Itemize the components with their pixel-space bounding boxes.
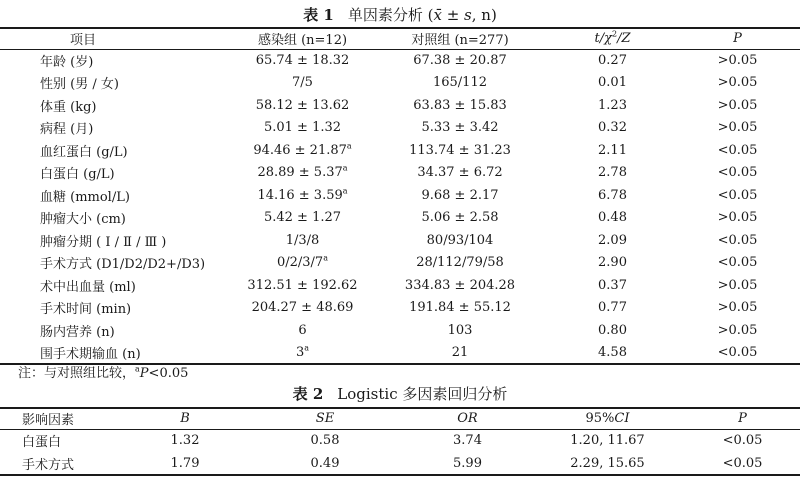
infect-value-text: 94.46 ± 21.87 xyxy=(253,142,347,158)
row-p-value: <0.05 xyxy=(717,187,758,203)
row-control-value: 21 xyxy=(451,344,469,360)
row-stat-value: 0.01 xyxy=(598,75,627,91)
row-p-value: <0.05 xyxy=(717,255,758,271)
row-p-value: >0.05 xyxy=(717,322,758,338)
row-or: 5.99 xyxy=(453,455,482,471)
table2-title: Logistic 多因素回归分析 xyxy=(337,385,508,403)
row-factor: 手术方式 xyxy=(22,457,75,473)
row-infect-value xyxy=(235,319,370,342)
row-control-value: 80/93/104 xyxy=(426,232,494,248)
table-row xyxy=(0,452,800,475)
table1-title-stat: x̄ ± s xyxy=(433,6,472,24)
row-infect-value xyxy=(235,297,370,320)
row-stat-value: 0.27 xyxy=(598,53,627,68)
row-control-value: 28/112/79/58 xyxy=(416,255,504,271)
header-p: P xyxy=(675,28,800,49)
infect-value-text: 6 xyxy=(298,322,307,338)
row-control-value: 34.37 ± 6.72 xyxy=(417,165,503,181)
infect-value-text: 58.12 ± 13.62 xyxy=(255,97,350,113)
header-item: 项目 xyxy=(0,28,235,49)
row-item-label: 手术方式 (D1/D2/D2+/D3) xyxy=(40,257,206,273)
row-b: 1.79 xyxy=(170,455,200,471)
row-p-value: >0.05 xyxy=(717,120,758,136)
row-factor: 白蛋白 xyxy=(22,435,62,451)
row-control-value: 191.84 ± 55.12 xyxy=(409,300,511,316)
infect-value-text: 204.27 ± 48.69 xyxy=(251,300,354,316)
row-infect-value xyxy=(235,184,370,207)
row-control-value: 113.74 ± 31.23 xyxy=(409,142,511,158)
row-p-value: <0.05 xyxy=(717,344,758,360)
header-stat-chi: χ xyxy=(604,31,612,47)
row-infect-value xyxy=(235,207,370,230)
footnote-sup: a xyxy=(135,364,140,374)
row-se: 0.58 xyxy=(310,433,340,449)
row-stat-value: 2.11 xyxy=(598,142,627,158)
row-p-value: >0.05 xyxy=(717,300,758,316)
row-control-value: 5.33 ± 3.42 xyxy=(421,120,499,136)
infect-value-text: 7/5 xyxy=(292,75,313,91)
row-item-label: 性别 (男 / 女) xyxy=(40,77,119,93)
header-ci xyxy=(530,408,685,429)
row-p: <0.05 xyxy=(722,433,763,449)
row-p-value: >0.05 xyxy=(717,53,758,68)
infect-value-text: 28.89 ± 5.37 xyxy=(257,165,343,181)
significance-mark: a xyxy=(342,186,348,196)
footnote-p: P xyxy=(139,366,149,381)
row-control-value: 5.06 ± 2.58 xyxy=(421,210,499,226)
table-row xyxy=(0,297,800,320)
infect-value-text: 5.42 ± 1.27 xyxy=(263,210,342,226)
row-se: 0.49 xyxy=(310,455,340,471)
table-row xyxy=(0,139,800,162)
table-row xyxy=(0,117,800,140)
row-stat-value: 1.23 xyxy=(598,97,627,113)
row-item-label: 白蛋白 (g/L) xyxy=(40,167,115,183)
table1-label: 表 1 xyxy=(303,6,334,24)
row-stat-value: 0.48 xyxy=(598,210,627,226)
table-row xyxy=(0,319,800,342)
row-infect-value xyxy=(235,72,370,95)
row-infect-value xyxy=(235,342,370,365)
header-control-group: 对照组 (n=277) xyxy=(370,28,550,49)
row-infect-value xyxy=(235,252,370,275)
row-p-value: >0.05 xyxy=(717,277,758,293)
header-ci-label: CI xyxy=(614,411,630,427)
table2-caption xyxy=(0,384,800,404)
header-p2: P xyxy=(685,408,800,429)
significance-mark: a xyxy=(346,141,352,151)
infect-value-text: 0/2/3/7 xyxy=(276,255,324,271)
row-infect-value xyxy=(235,162,370,185)
table-row xyxy=(0,207,800,230)
row-item-label: 肿瘤分期 ( Ⅰ / Ⅱ / Ⅲ ) xyxy=(40,234,167,250)
row-or: 3.74 xyxy=(453,433,482,449)
row-control-value: 334.83 ± 204.28 xyxy=(404,277,516,293)
row-infect-value xyxy=(235,94,370,117)
row-infect-value xyxy=(235,139,370,162)
table-row xyxy=(0,342,800,365)
table-row xyxy=(0,274,800,297)
header-infect-group: 感染组 (n=12) xyxy=(235,28,370,49)
row-control-value: 165/112 xyxy=(432,75,487,91)
row-p: <0.05 xyxy=(722,455,763,471)
table-row xyxy=(0,429,800,452)
significance-mark: a xyxy=(304,343,310,353)
table1-header-row xyxy=(0,28,800,49)
infect-value-text: 65.74 ± 18.32 xyxy=(255,53,350,68)
row-stat-value: 2.90 xyxy=(598,255,627,271)
row-item-label: 围手术期输血 (n) xyxy=(40,346,141,362)
row-item-label: 肿瘤大小 (cm) xyxy=(40,212,126,228)
row-stat-value: 2.09 xyxy=(598,232,627,248)
table1-footnote xyxy=(18,365,188,383)
row-stat-value: 2.78 xyxy=(598,165,627,181)
significance-mark: a xyxy=(323,253,328,263)
row-infect-value xyxy=(235,274,370,297)
infect-value-text: 1/3/8 xyxy=(285,232,320,248)
row-control-value: 63.83 ± 15.83 xyxy=(413,97,507,113)
row-item-label: 肠内营养 (n) xyxy=(40,324,115,340)
table-row xyxy=(0,49,800,72)
row-stat-value: 6.78 xyxy=(598,187,627,203)
infect-value-text: 312.51 ± 192.62 xyxy=(247,277,358,293)
table-row xyxy=(0,162,800,185)
infect-value-text: 5.01 ± 1.32 xyxy=(263,120,342,136)
footnote-text: 注：与对照组比较， xyxy=(18,366,136,381)
row-p-value: >0.05 xyxy=(717,97,758,113)
row-ci: 2.29, 15.65 xyxy=(570,455,645,471)
infect-value-text: 3 xyxy=(295,344,305,360)
table-row xyxy=(0,72,800,95)
table2-label: 表 2 xyxy=(292,385,324,403)
row-item-label: 手术时间 (min) xyxy=(40,302,132,318)
table-row xyxy=(0,94,800,117)
row-item-label: 术中出血量 (ml) xyxy=(40,279,136,295)
header-ci-num: 95% xyxy=(585,411,615,427)
row-item-label: 年龄 (岁) xyxy=(40,55,94,70)
table1-caption xyxy=(0,5,800,25)
header-factor: 影响因素 xyxy=(0,408,125,429)
row-b: 1.32 xyxy=(170,433,200,449)
footnote-tail: <0.05 xyxy=(148,366,189,381)
row-p-value: >0.05 xyxy=(717,210,758,226)
row-control-value: 9.68 ± 2.17 xyxy=(421,187,499,203)
row-item-label: 病程 (月) xyxy=(40,122,94,138)
header-stat-t: t/ xyxy=(594,31,605,47)
infect-value-text: 14.16 ± 3.59 xyxy=(257,187,343,203)
header-b: B xyxy=(125,408,245,429)
row-stat-value: 0.32 xyxy=(598,120,627,136)
row-item-label: 体重 (kg) xyxy=(40,99,97,115)
row-p-value: <0.05 xyxy=(717,165,758,181)
table1-title-tail: , n) xyxy=(471,6,497,24)
row-control-value: 67.38 ± 20.87 xyxy=(413,53,507,68)
row-ci: 1.20, 11.67 xyxy=(570,433,645,449)
row-stat-value: 0.77 xyxy=(598,300,627,316)
header-stat-z: /Z xyxy=(617,31,631,47)
row-stat-value: 0.37 xyxy=(598,277,627,293)
table1-title: 单因素分析 ( xyxy=(347,6,434,24)
significance-mark: a xyxy=(342,163,348,173)
row-item-label: 血糖 (mmol/L) xyxy=(40,189,130,205)
header-se: SE xyxy=(245,408,405,429)
header-stat-sup: 2 xyxy=(611,29,618,39)
header-or: OR xyxy=(405,408,530,429)
row-p-value: <0.05 xyxy=(717,142,758,158)
table-row xyxy=(0,184,800,207)
row-infect-value xyxy=(235,117,370,140)
row-infect-value xyxy=(235,229,370,252)
univariate-table xyxy=(0,27,800,365)
row-p-value: >0.05 xyxy=(717,75,758,91)
header-statistic xyxy=(550,28,675,49)
logistic-table xyxy=(0,407,800,476)
row-control-value: 103 xyxy=(447,322,473,338)
row-p-value: <0.05 xyxy=(717,232,758,248)
table2-header-row xyxy=(0,408,800,429)
row-stat-value: 4.58 xyxy=(598,344,627,360)
table-row xyxy=(0,252,800,275)
row-item-label: 血红蛋白 (g/L) xyxy=(40,144,128,160)
row-stat-value: 0.80 xyxy=(598,322,627,338)
row-infect-value xyxy=(235,49,370,72)
table-row xyxy=(0,229,800,252)
